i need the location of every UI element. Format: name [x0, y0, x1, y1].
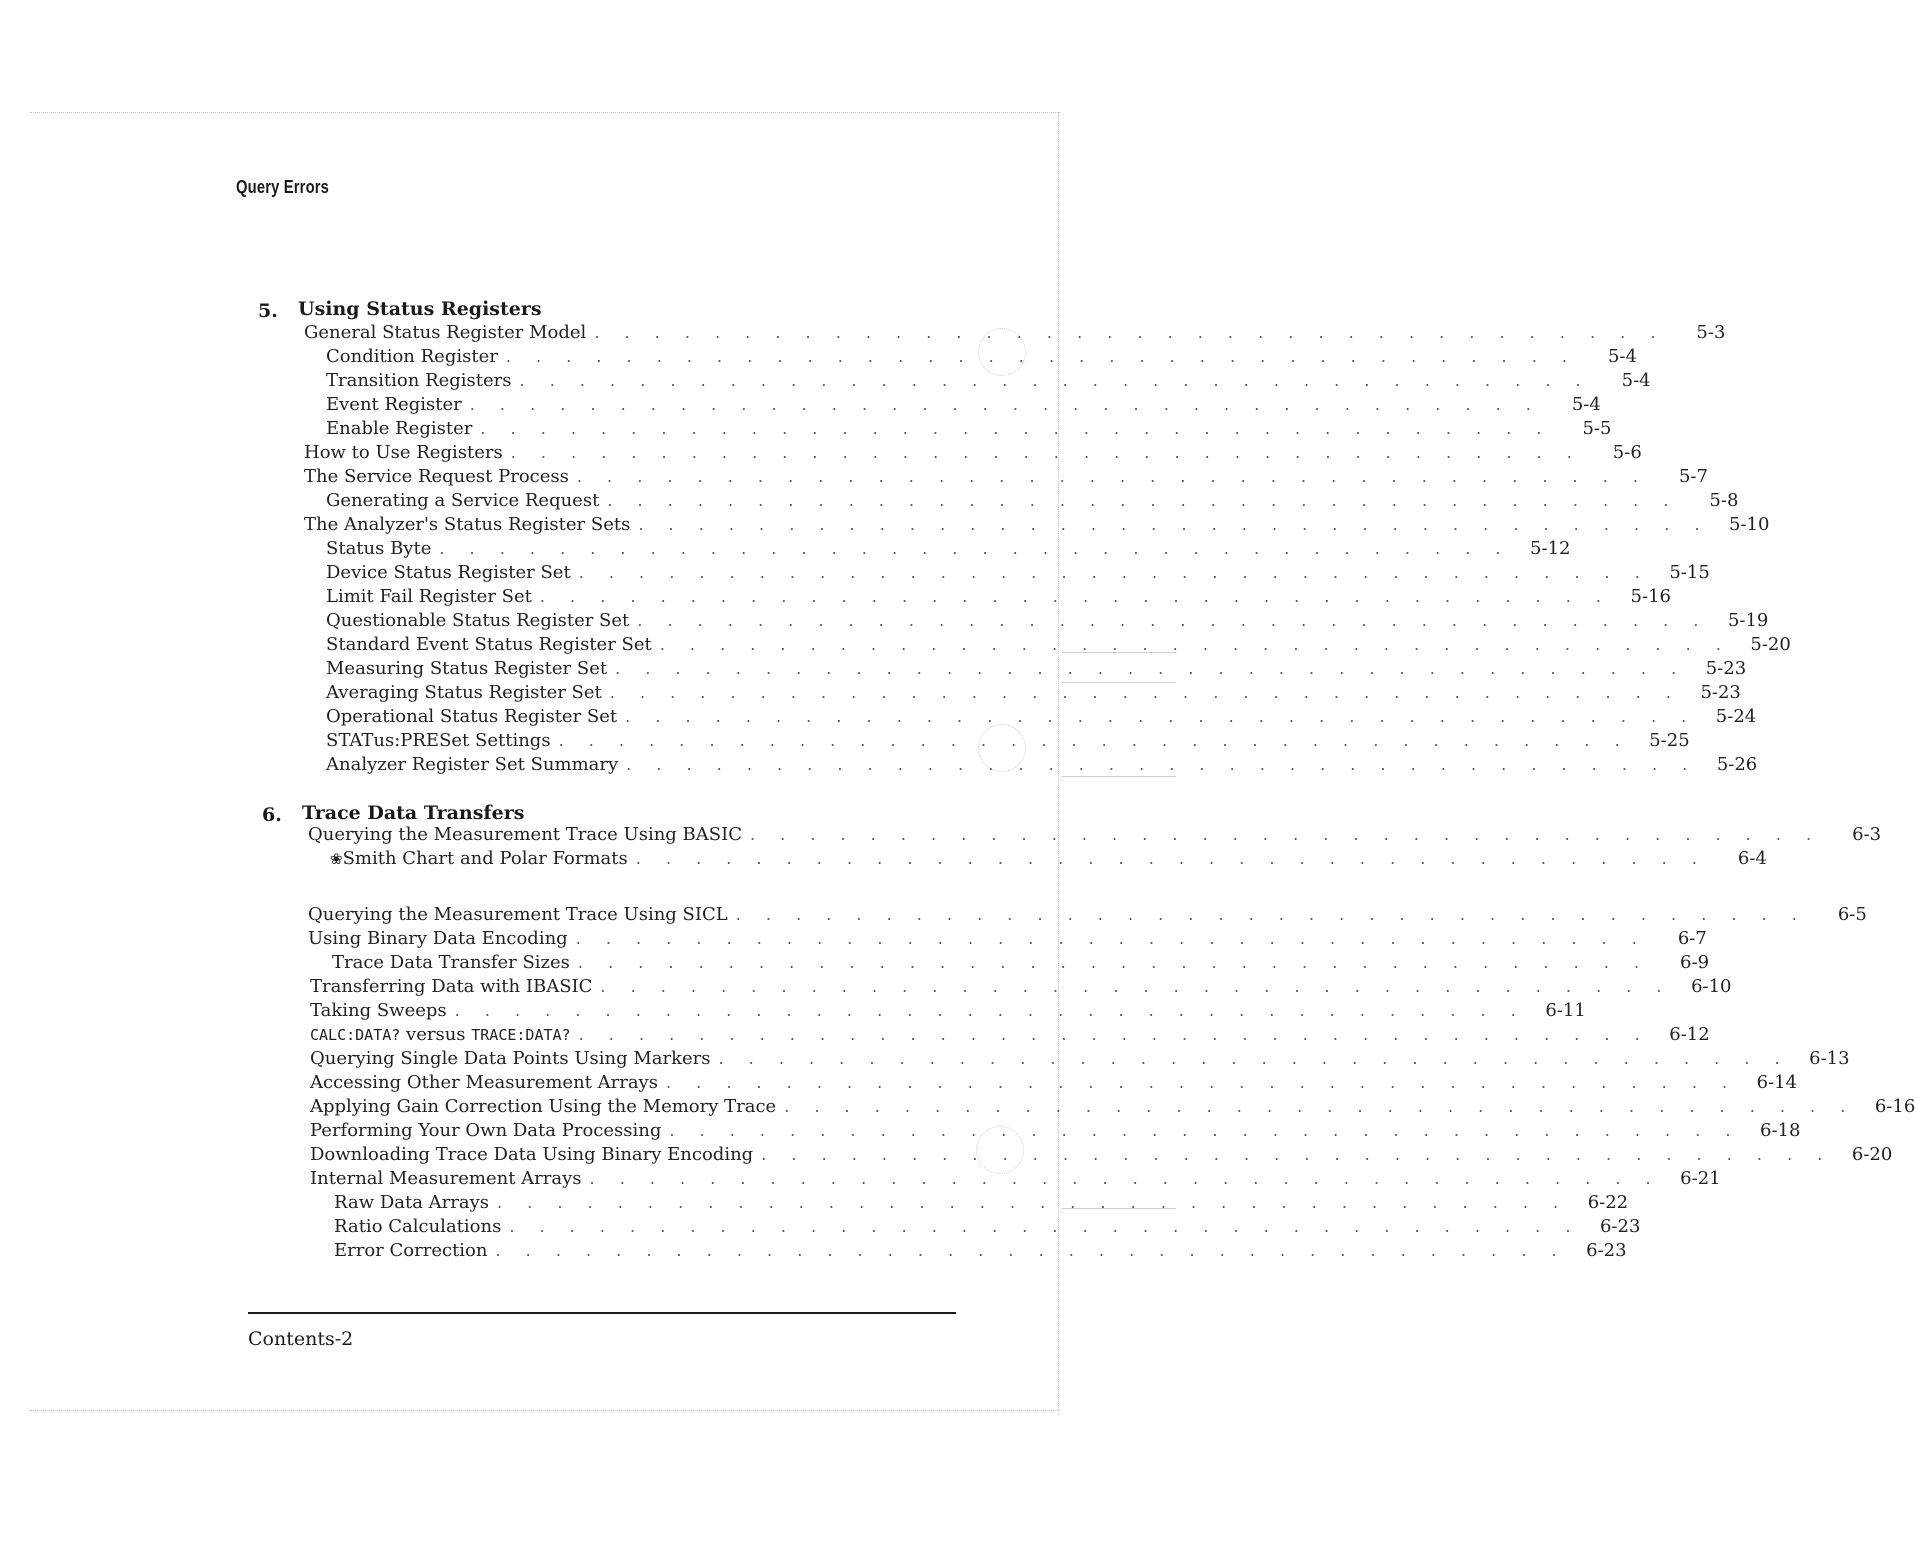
toc-entry-page: 5-8	[1709, 490, 1739, 511]
toc-entry-page: 5-25	[1649, 730, 1690, 751]
toc-entry-page: 5-26	[1716, 754, 1758, 775]
toc-entry[interactable]	[310, 1000, 1586, 1024]
toc-entry-label: Trace Data Transfer Sizes	[332, 952, 570, 973]
toc-entry-page: 6-7	[1677, 928, 1707, 949]
toc-entry-label: Performing Your Own Data Processing	[310, 1120, 662, 1141]
leader-dots: . . . . . . . . . . . . . . . . . . . . . . . . . . . . . . . . . . . .	[659, 635, 1731, 654]
toc-entry-label: Querying the Measurement Trace Using BASIC	[308, 824, 742, 845]
toc-entry-page: 6-18	[1760, 1120, 1801, 1141]
toc-entry-page: 6-12	[1669, 1024, 1710, 1045]
toc-entry[interactable]	[326, 394, 1601, 418]
toc-entry[interactable]	[326, 730, 1690, 754]
smith-chart-icon: ❀	[330, 850, 343, 868]
leader-dots: . . . . . . . . . . . . . . . . . . . . . . . . . . . . . . . . . . . .	[558, 731, 1630, 750]
toc-entry[interactable]	[326, 586, 1671, 610]
leader-dots: . . . . . . . . . . . . . . . . . . . . . . . . . . . . . . . . . . . .	[718, 1049, 1790, 1068]
leader-dots: . . . . . . . . . . . . . . . . . . . . . . . . . . . . . . . . . . . .	[509, 1217, 1581, 1236]
leader-dots: . . . . . . . . . . . . . . . . . . . . . . . . . . . . . . . . . . . .	[480, 419, 1552, 438]
leader-dots: . . . . . . . . . . . . . . . . . . . . . . . . . . . . . . . . . . . .	[600, 977, 1672, 996]
toc-entry[interactable]	[326, 658, 1747, 682]
leader-dots: . . . . . . . . . . . . . . . . . . . . . . . . . . . . . . . . . . . .	[439, 539, 1511, 558]
leader-dots: . . . . . . . . . . . . . . . . . . . . . . . . . . . . . . . . . . . .	[615, 659, 1687, 678]
toc-entry-page: 6-10	[1691, 976, 1732, 997]
toc-entry-label: Status Byte	[326, 538, 432, 559]
section-title: Using Status Registers	[298, 298, 542, 320]
toc-entry[interactable]	[326, 610, 1769, 634]
toc-entry-label: Condition Register	[326, 346, 498, 367]
toc-entry-label: Accessing Other Measurement Arrays	[310, 1072, 658, 1093]
leader-dots: . . . . . . . . . . . . . . . . . . . . . . . . . . . . . . . . . . . .	[519, 371, 1591, 390]
toc-entry[interactable]	[334, 1216, 1641, 1240]
leader-dots: . . . . . . . . . . . . . . . . . . . . . . . . . . . . . . . . . . . .	[497, 1193, 1569, 1212]
toc-entry-label: Error Correction	[334, 1240, 488, 1261]
leader-dots: . . . . . . . . . . . . . . . . . . . . . . . . . . . . . . . . . . . .	[495, 1241, 1567, 1260]
toc-entry[interactable]	[326, 754, 1758, 778]
toc-entry[interactable]	[326, 418, 1612, 442]
toc-entry-label: Taking Sweeps	[310, 1000, 447, 1021]
toc-entry-label: Querying Single Data Points Using Markers	[310, 1048, 711, 1069]
leader-dots: . . . . . . . . . . . . . . . . . . . . . . . . . . . . . . . . . . . .	[576, 467, 1648, 486]
toc-entry[interactable]	[310, 1144, 1893, 1168]
toc-entry-label: Operational Status Register Set	[326, 706, 618, 727]
toc-entry-page: 6-20	[1851, 1144, 1893, 1165]
toc-entry-page: 6-9	[1680, 952, 1710, 973]
leader-dots: . . . . . . . . . . . . . . . . . . . . . . . . . . . . . . . . . . . .	[609, 683, 1681, 702]
toc-entry[interactable]	[334, 1240, 1627, 1264]
toc-entry-page: 5-4	[1621, 370, 1651, 391]
leader-dots: . . . . . . . . . . . . . . . . . . . . . . . . . . . . . . . . . . . .	[625, 707, 1697, 726]
page-folio: Contents-2	[248, 1328, 354, 1350]
toc-entry-label: Enable Register	[326, 418, 473, 439]
toc-entry[interactable]	[308, 904, 1867, 928]
toc-entry[interactable]	[332, 952, 1710, 976]
toc-entry-label: Raw Data Arrays	[334, 1192, 490, 1213]
toc-entry-page: 5-20	[1750, 634, 1791, 655]
toc-entry-label: Transferring Data with IBASIC	[310, 976, 593, 997]
leader-dots: . . . . . . . . . . . . . . . . . . . . . . . . . . . . . . . . . . . .	[635, 849, 1707, 868]
toc-entry[interactable]	[326, 706, 1757, 730]
toc-entry[interactable]	[304, 466, 1708, 490]
toc-entry[interactable]	[308, 824, 1882, 848]
toc-entry-page: 5-10	[1729, 514, 1770, 535]
toc-entry[interactable]	[334, 1192, 1629, 1216]
leader-dots: . . . . . . . . . . . . . . . . . . . . . . . . . . . . . . . . . . . .	[669, 1121, 1741, 1140]
toc-entry-label: Questionable Status Register Set	[326, 610, 630, 631]
toc-entry-label: Standard Event Status Register Set	[326, 634, 652, 655]
toc-entry-label: Generating a Service Request	[326, 490, 600, 511]
toc-entry-page: 6-11	[1545, 1000, 1586, 1021]
toc-entry[interactable]	[310, 1168, 1721, 1192]
toc-entry-page: 6-22	[1587, 1192, 1629, 1213]
leader-dots: . . . . . . . . . . . . . . . . . . . . . . . . . . . . . . . . . . . .	[626, 755, 1698, 774]
toc-entry-page: 5-16	[1630, 586, 1671, 607]
toc-entry[interactable]	[310, 1120, 1801, 1144]
toc-entry-page: 6-4	[1737, 848, 1767, 869]
toc-entry-label: Internal Measurement Arrays	[310, 1168, 582, 1189]
toc-entry[interactable]	[304, 442, 1642, 466]
leader-dots: . . . . . . . . . . . . . . . . . . . . . . . . . . . . . . . . . . . .	[577, 953, 1650, 972]
toc-entry-label: Smith Chart and Polar Formats	[342, 848, 628, 869]
toc-entry-label: Applying Gain Correction Using the Memory Trace	[310, 1096, 777, 1117]
toc-entry-page: 5-15	[1669, 562, 1710, 583]
toc-entry-page: 6-23	[1599, 1216, 1641, 1237]
toc-entry[interactable]	[308, 928, 1707, 952]
toc-entry-label: versus	[400, 1024, 472, 1045]
toc-entry-label: How to Use Registers	[304, 442, 503, 463]
toc-entry[interactable]	[310, 976, 1732, 1000]
toc-entry-label: Event Register	[326, 394, 462, 415]
leader-dots: . . . . . . . . . . . . . . . . . . . . . . . . . . . . . . . . . . . .	[761, 1145, 1833, 1164]
toc-entry-code: TRACE:DATA?	[471, 1026, 571, 1044]
toc-entry-page: 6-16	[1874, 1096, 1915, 1117]
toc-entry[interactable]	[304, 514, 1770, 538]
leader-dots: . . . . . . . . . . . . . . . . . . . . . . . . . . . . . . . . . . . .	[607, 491, 1679, 510]
toc-entry-page: 6-14	[1756, 1072, 1798, 1093]
toc-entry-page: 5-4	[1571, 394, 1601, 415]
leader-dots: . . . . . . . . . . . . . . . . . . . . . . . . . . . . . . . . . . . .	[594, 323, 1666, 342]
scan-edge-bottom	[30, 1410, 1060, 1411]
leader-dots: . . . . . . . . . . . . . . . . . . . . . . . . . . . . . . . . . . . .	[454, 1001, 1526, 1020]
running-header: Query Errors	[236, 177, 330, 197]
toc-entry-label: Analyzer Register Set Summary	[326, 754, 619, 775]
footer-rule	[248, 1312, 956, 1314]
toc-entry[interactable]	[326, 490, 1739, 514]
toc-entry[interactable]	[310, 1096, 1915, 1120]
toc-entry-label: Limit Fail Register Set	[326, 586, 532, 607]
leader-dots: . . . . . . . . . . . . . . . . . . . . . . . . . . . . . . . . . . . .	[469, 395, 1541, 414]
section-number: 6.	[262, 804, 282, 826]
tab-divider-line	[1062, 776, 1176, 777]
toc-entry-page: 5-19	[1727, 610, 1769, 631]
toc-entry-label: Device Status Register Set	[326, 562, 571, 583]
toc-entry-label: Ratio Calculations	[334, 1216, 502, 1237]
toc-entry-page: 5-6	[1612, 442, 1642, 463]
leader-dots: . . . . . . . . . . . . . . . . . . . . . . . . . . . . . . . . . . . .	[589, 1169, 1661, 1188]
toc-entry-page: 5-24	[1715, 706, 1757, 727]
toc-entry-label: Querying the Measurement Trace Using SICL	[308, 904, 728, 925]
scan-edge-top	[30, 112, 1060, 113]
toc-entry-page: 5-23	[1705, 658, 1747, 679]
leader-dots: . . . . . . . . . . . . . . . . . . . . . . . . . . . . . . . . . . . .	[510, 443, 1582, 462]
toc-entry[interactable]	[326, 682, 1741, 706]
toc-entry-label: Downloading Trace Data Using Binary Encoding	[310, 1144, 754, 1165]
toc-entry-page: 5-7	[1678, 466, 1708, 487]
toc-entry-page: 6-21	[1680, 1168, 1721, 1189]
leader-dots: . . . . . . . . . . . . . . . . . . . . . . . . . . . . . . . . . . . .	[578, 563, 1650, 582]
toc-entry[interactable]	[326, 346, 1637, 370]
toc-entry-label: Using Binary Data Encoding	[308, 928, 568, 949]
toc-entry-label: General Status Register Model	[304, 322, 587, 343]
leader-dots: . . . . . . . . . . . . . . . . . . . . . . . . . . . . . . . . . . . .	[749, 825, 1822, 844]
toc-entry-page: 6-3	[1852, 824, 1882, 845]
leader-dots: . . . . . . . . . . . . . . . . . . . . . . . . . . . . . . . . . . . .	[665, 1073, 1738, 1092]
toc-entry[interactable]	[326, 370, 1651, 394]
section-number: 5.	[258, 300, 278, 322]
toc-entry-page: 5-5	[1582, 418, 1612, 439]
toc-entry[interactable]	[326, 634, 1791, 658]
toc-entry-label: Averaging Status Register Set	[326, 682, 602, 703]
toc-entry[interactable]	[310, 1072, 1798, 1096]
leader-dots: . . . . . . . . . . . . . . . . . . . . . . . . . . . . . . . . . . . .	[539, 587, 1611, 606]
toc-entry[interactable]	[304, 322, 1726, 346]
toc-entry[interactable]	[326, 538, 1571, 562]
toc-entry-code: CALC:DATA?	[310, 1026, 401, 1044]
leader-dots: . . . . . . . . . . . . . . . . . . . . . . . . . . . . . . . . . . . .	[638, 515, 1710, 534]
toc-entry-label: Transition Registers	[326, 370, 512, 391]
toc-entry[interactable]	[326, 562, 1710, 586]
toc-entry-page: 6-5	[1837, 904, 1867, 925]
leader-dots: . . . . . . . . . . . . . . . . . . . . . . . . . . . . . . . . . . . .	[784, 1097, 1856, 1116]
toc-entry[interactable]	[310, 1048, 1850, 1072]
leader-dots: . . . . . . . . . . . . . . . . . . . . . . . . . . . . . . . . . . . .	[637, 611, 1709, 630]
toc-entry[interactable]	[310, 1024, 1710, 1048]
leader-dots: . . . . . . . . . . . . . . . . . . . . . . . . . . . . . . . . . . . .	[735, 905, 1807, 924]
leader-dots: . . . . . . . . . . . . . . . . . . . . . . . . . . . . . . . . . . . .	[575, 929, 1647, 948]
leader-dots: . . . . . . . . . . . . . . . . . . . . . . . . . . . . . . . . . . . .	[505, 347, 1577, 366]
toc-entry-page: 6-13	[1809, 1048, 1850, 1069]
section-title: Trace Data Transfers	[302, 802, 525, 824]
toc-entry-page: 5-12	[1530, 538, 1571, 559]
toc-entry-label: Measuring Status Register Set	[326, 658, 608, 679]
toc-entry[interactable]	[330, 848, 1767, 872]
toc-entry-page: 6-23	[1586, 1240, 1627, 1261]
toc-entry-page: 5-4	[1607, 346, 1637, 367]
toc-entry-label: The Service Request Process	[304, 466, 569, 487]
toc-entry-page: 5-23	[1700, 682, 1741, 703]
leader-dots: . . . . . . . . . . . . . . . . . . . . . . . . . . . . . . . . . . . .	[578, 1025, 1650, 1044]
toc-entry-label: The Analyzer's Status Register Sets	[304, 514, 631, 535]
toc-entry-page: 5-3	[1696, 322, 1726, 343]
toc-entry-label: STATus:PRESet Settings	[326, 730, 551, 751]
